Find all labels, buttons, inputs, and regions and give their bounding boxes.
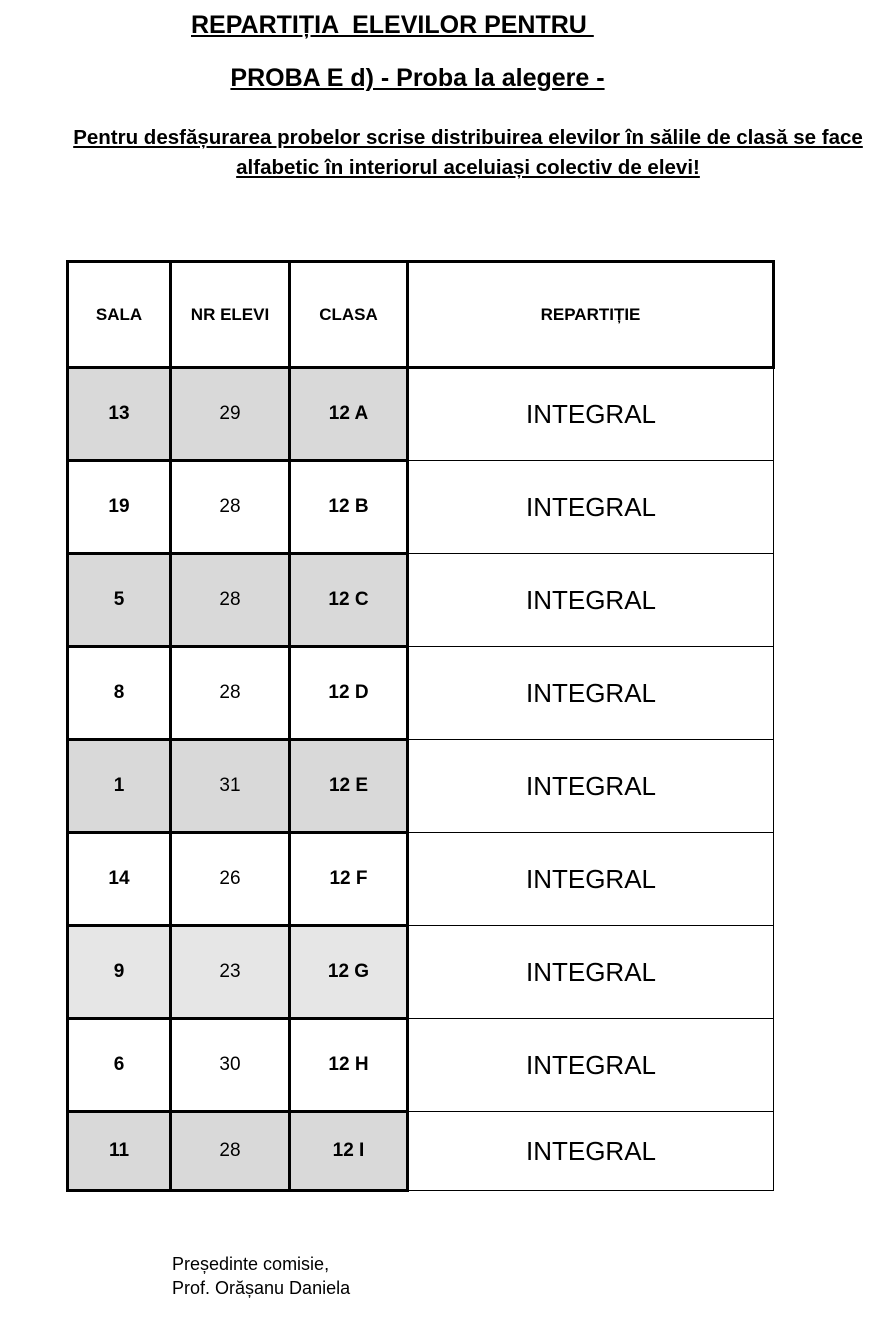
table-row — [68, 740, 774, 833]
table-row — [68, 368, 774, 461]
cell-nr-elevi: 31 — [171, 740, 290, 833]
page-title: REPARTIȚIA ELEVILOR PENTRU — [191, 11, 594, 39]
cell-sala: 19 — [68, 461, 171, 554]
table-row — [68, 926, 774, 1019]
cell-repartitie: INTEGRAL — [408, 1112, 774, 1191]
cell-clasa: 12 E — [290, 740, 408, 833]
cell-clasa: 12 D — [290, 647, 408, 740]
signature-role: Președinte comisie, — [172, 1254, 330, 1274]
cell-nr-elevi: 28 — [171, 1112, 290, 1191]
cell-repartitie: INTEGRAL — [408, 1019, 774, 1112]
cell-clasa: 12 C — [290, 554, 408, 647]
header-nr-elevi: NR ELEVI — [171, 262, 290, 368]
cell-nr-elevi: 28 — [171, 461, 290, 554]
cell-sala: 8 — [68, 647, 171, 740]
table-row — [68, 1112, 774, 1191]
cell-nr-elevi: 30 — [171, 1019, 290, 1112]
cell-repartitie: INTEGRAL — [408, 368, 774, 461]
cell-nr-elevi: 28 — [171, 554, 290, 647]
header-repartitie: REPARTIȚIE — [408, 262, 774, 368]
signature-name: Prof. Orășanu Daniela — [172, 1278, 351, 1298]
cell-repartitie: INTEGRAL — [408, 833, 774, 926]
cell-sala: 1 — [68, 740, 171, 833]
cell-clasa: 12 H — [290, 1019, 408, 1112]
cell-sala: 5 — [68, 554, 171, 647]
cell-repartitie: INTEGRAL — [408, 554, 774, 647]
cell-sala: 11 — [68, 1112, 171, 1191]
cell-nr-elevi: 29 — [171, 368, 290, 461]
cell-repartitie: INTEGRAL — [408, 647, 774, 740]
cell-clasa: 12 G — [290, 926, 408, 1019]
cell-clasa: 12 F — [290, 833, 408, 926]
cell-repartitie: INTEGRAL — [408, 740, 774, 833]
page-subtitle: PROBA E d) - Proba la alegere - — [230, 64, 605, 92]
cell-nr-elevi: 28 — [171, 647, 290, 740]
cell-repartitie: INTEGRAL — [408, 461, 774, 554]
table-row — [68, 833, 774, 926]
cell-repartitie: INTEGRAL — [408, 926, 774, 1019]
cell-clasa: 12 A — [290, 368, 408, 461]
instruction-text: Pentru desfășurarea probelor scrise distribuirea elevilor în sălile de clasă se face alfabetic în interiorul aceluiași colectiv de elevi! — [73, 126, 863, 179]
distribution-table — [66, 260, 775, 1192]
header-sala: SALA — [68, 262, 171, 368]
cell-nr-elevi: 23 — [171, 926, 290, 1019]
cell-sala: 13 — [68, 368, 171, 461]
table-row — [68, 461, 774, 554]
table-row — [68, 554, 774, 647]
cell-clasa: 12 B — [290, 461, 408, 554]
table-row — [68, 647, 774, 740]
table-header-row — [68, 262, 774, 368]
header-clasa: CLASA — [290, 262, 408, 368]
table-row — [68, 1019, 774, 1112]
cell-sala: 6 — [68, 1019, 171, 1112]
signature-block — [172, 1252, 350, 1300]
cell-sala: 9 — [68, 926, 171, 1019]
cell-sala: 14 — [68, 833, 171, 926]
cell-nr-elevi: 26 — [171, 833, 290, 926]
cell-clasa: 12 I — [290, 1112, 408, 1191]
